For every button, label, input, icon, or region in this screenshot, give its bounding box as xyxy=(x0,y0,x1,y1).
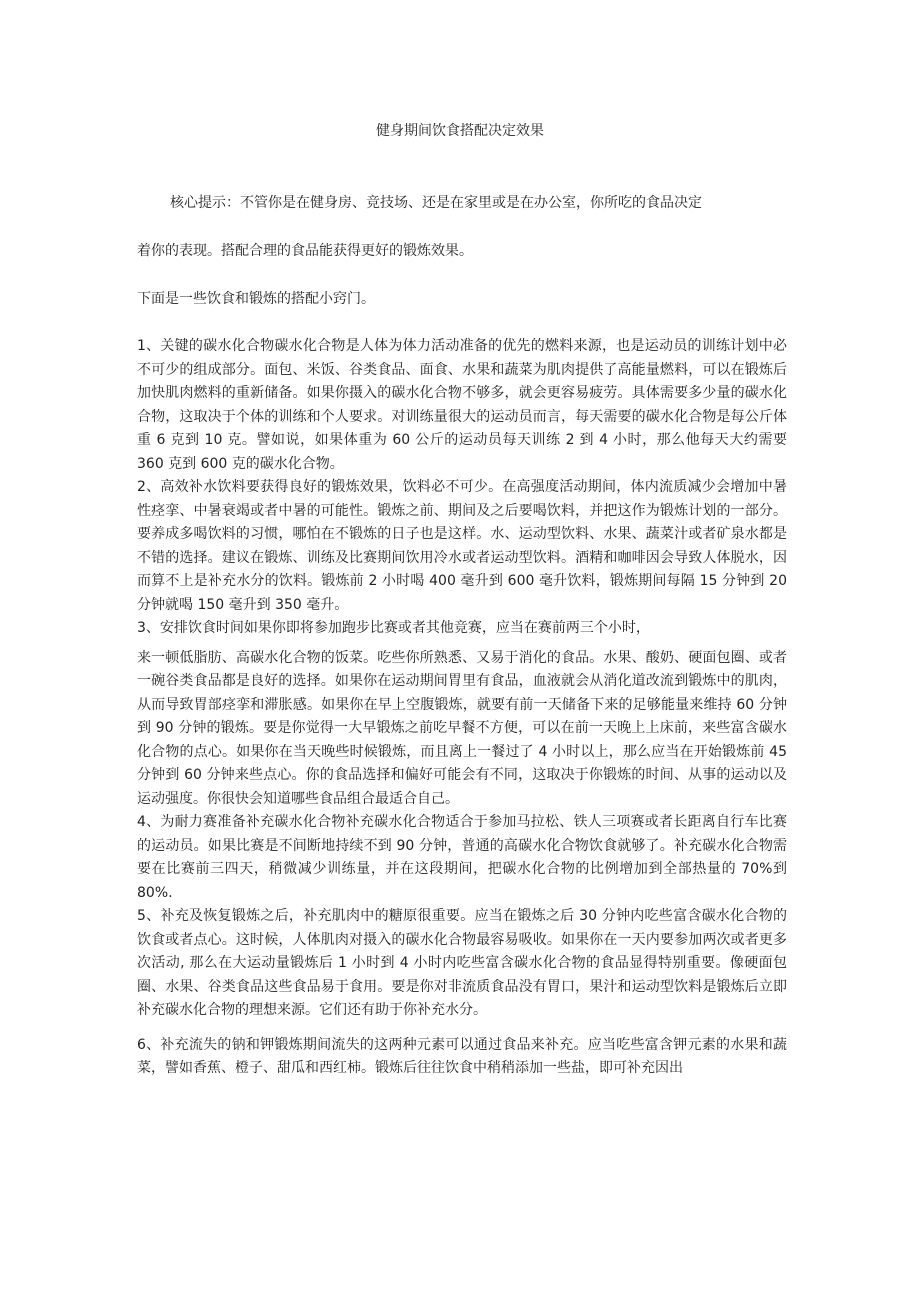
tip-1-carbohydrates: 1、关键的碳水化合物碳水化合物是人体为体力活动准备的优先的燃料来源，也是运动员的训练计划中必不可少的组成部分。面包、米饭、谷类食品、面食、水果和蔬菜为肌肉提供了高能量燃料，可以在锻炼后加快肌肉燃料的重新储备。如果你摄入的碳水化合物不够多，就会更容易疲劳。具体需要多少量的碳水化合物，这取决于个体的训练和个人要求。对训练量很大的运动员而言，每天需要的碳水化合物是每公斤体重 6 克到 10 克。譬如说，如果体重为 60 公斤的运动员每天训练 2 到 4 小时，那么他每天大约需要 360 克到 600 克的碳水化合物。 xyxy=(137,338,787,472)
tip-5-recovery: 5、补充及恢复锻炼之后，补充肌肉中的糖原很重要。应当在锻炼之后 30 分钟内吃些富含碳水化合物的饮食或者点心。这时候，人体肌肉对摄入的碳水化合物最容易吸收。如果你在一天内要参加两次或者更多次活动, 那么在大运动量锻炼后 1 小时到 4 小时内吃些富含碳水化合物的食品显得特别重要。像硬面包圈、水果、谷类食品这些食品易于食用。要是你对非流质食品没有胃口，果汁和运动型饮料是锻炼后立即补充碳水化合物的理想来源。它们还有助于你补充水分。 xyxy=(137,908,787,1018)
intro-paragraph-continuation: 着你的表现。搭配合理的食品能获得更好的锻炼效果。 xyxy=(137,243,473,259)
tip-3-meal-timing: 3、安排饮食时间如果你即将参加跑步比赛或者其他竞赛，应当在赛前两三个小时， xyxy=(137,620,650,636)
intro-paragraph-tips-lead: 下面是一些饮食和锻炼的搭配小窍门。 xyxy=(137,291,375,307)
tips-list xyxy=(137,335,787,1081)
tip-3-meal-timing-continued: 来一顿低脂肪、高碳水化合物的饭菜。吃些你所熟悉、又易于消化的食品。水果、酸奶、硬面包圈、或者一碗谷类食品都是良好的选择。如果你在运动期间胃里有食品，血液就会从消化道改流到锻炼中的肌肉，从而导致胃部痉挛和滞胀感。如果你在早上空腹锻炼，就要有前一天储备下来的足够能量来维持 60 分钟到 90 分钟的锻炼。要是你觉得一大早锻炼之前吃早餐不方便，可以在前一天晚上上床前，来些富含碳水化合物的点心。如果你在当天晚些时候锻炼，而且离上一餐过了 4 小时以上，那么应当在开始锻炼前 45 分钟到 60 分钟来些点心。你的食品选择和偏好可能会有不同，这取决于你锻炼的时间、从事的运动以及运动强度。你很快会知道哪些食品组合最适合自己。 xyxy=(137,649,787,807)
intro-paragraph-core-tip: 核心提示：不管你是在健身房、竞技场、还是在家里或是在办公室，你所吃的食品决定 xyxy=(170,195,702,211)
document-title: 健身期间饮食搭配决定效果 xyxy=(376,123,544,139)
tip-6-sodium-potassium: 6、补充流失的钠和钾锻炼期间流失的这两种元素可以通过食品来补充。应当吃些富含钾元素的水果和蔬菜，譬如香蕉、橙子、甜瓜和西红柿。锻炼后往往饮食中稍稍添加一些盐，即可补充因出 xyxy=(137,1036,787,1076)
tip-4-endurance-loading: 4、为耐力赛准备补充碳水化合物补充碳水化合物适合于参加马拉松、铁人三项赛或者长距离自行车比赛的运动员。如果比赛是不间断地持续不到 90 分钟，普通的高碳水化合物饮食就够了。补充碳水化合物需要在比赛前三四天，稍微减少训练量，并在这段期间，把碳水化合物的比例增加到全部热量的 70%到 80%. xyxy=(137,814,787,901)
tip-2-hydration: 2、高效补水饮料要获得良好的锻炼效果，饮料必不可少。在高强度活动期间，体内流质减少会增加中暑性痉挛、中暑衰竭或者中暑的可能性。锻炼之前、期间及之后要喝饮料，并把这作为锻炼计划的一部分。要养成多喝饮料的习惯，哪怕在不锻炼的日子也是这样。水、运动型饮料、水果、蔬菜汁或者矿泉水都是不错的选择。建议在锻炼、训练及比赛期间饮用冷水或者运动型饮料。酒精和咖啡因会导致人体脱水，因而算不上是补充水分的饮料。锻炼前 2 小时喝 400 毫升到 600 毫升饮料，锻炼期间每隔 15 分钟到 20 分钟就喝 150 毫升到 350 毫升。 xyxy=(137,479,787,613)
